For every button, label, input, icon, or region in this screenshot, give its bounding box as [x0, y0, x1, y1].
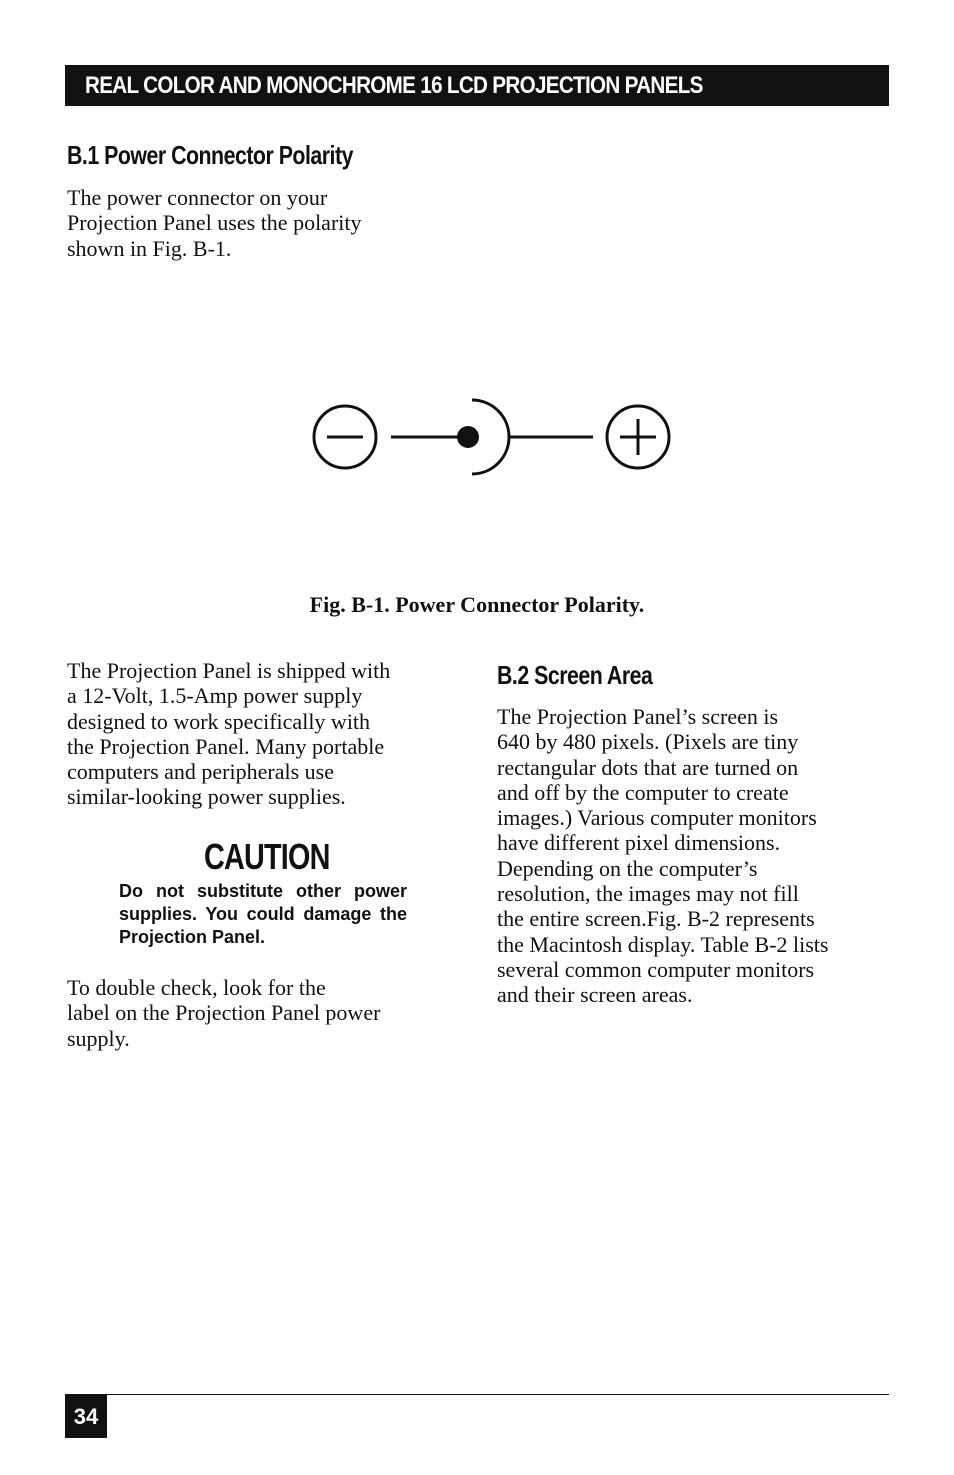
shipping-paragraph: The Projection Panel is shipped with a 12-Volt, 1.5-Amp power supply designed to work specifically with the Projection Panel. Many portable computers and peripherals use similar-looking power supplies. — [67, 658, 391, 810]
page-header-title: REAL COLOR AND MONOCHROME 16 LCD PROJECTION PANELS — [85, 72, 703, 99]
section-b1-intro: The power connector on your Projection Panel uses the polarity shown in Fig. B-1. — [67, 185, 362, 261]
footer-rule — [65, 1394, 889, 1395]
section-b2-heading: B.2 Screen Area — [497, 660, 653, 690]
caution-text: Do not substitute other power supplies. You could damage the Projection Panel. — [119, 881, 407, 947]
page-header-bar — [65, 65, 889, 106]
figure-caption: Fig. B-1. Power Connector Polarity. — [309, 592, 645, 617]
polarity-diagram — [300, 390, 690, 490]
section-b1-heading: B.1 Power Connector Polarity — [67, 140, 353, 170]
caution-heading: CAUTION — [204, 836, 330, 877]
plus-icon — [607, 406, 669, 468]
page-number: 34 — [65, 1395, 107, 1438]
center-pin-dot — [457, 426, 479, 448]
minus-icon — [314, 406, 376, 468]
section-b2-body: The Projection Panel’s screen is 640 by 480 pixels. (Pixels are tiny rectangular dots that are turned on and off by the computer to create images.) Various computer monitors have different pixel dimensions. Depending on the computer’s resolution, the images may not fill the entire screen.Fig. B-2 represents the Macintosh display. Table B-2 lists several common computer monitors and their screen areas. — [497, 704, 829, 1008]
double-check-paragraph: To double check, look for the label on the Projection Panel power supply. — [67, 975, 381, 1051]
